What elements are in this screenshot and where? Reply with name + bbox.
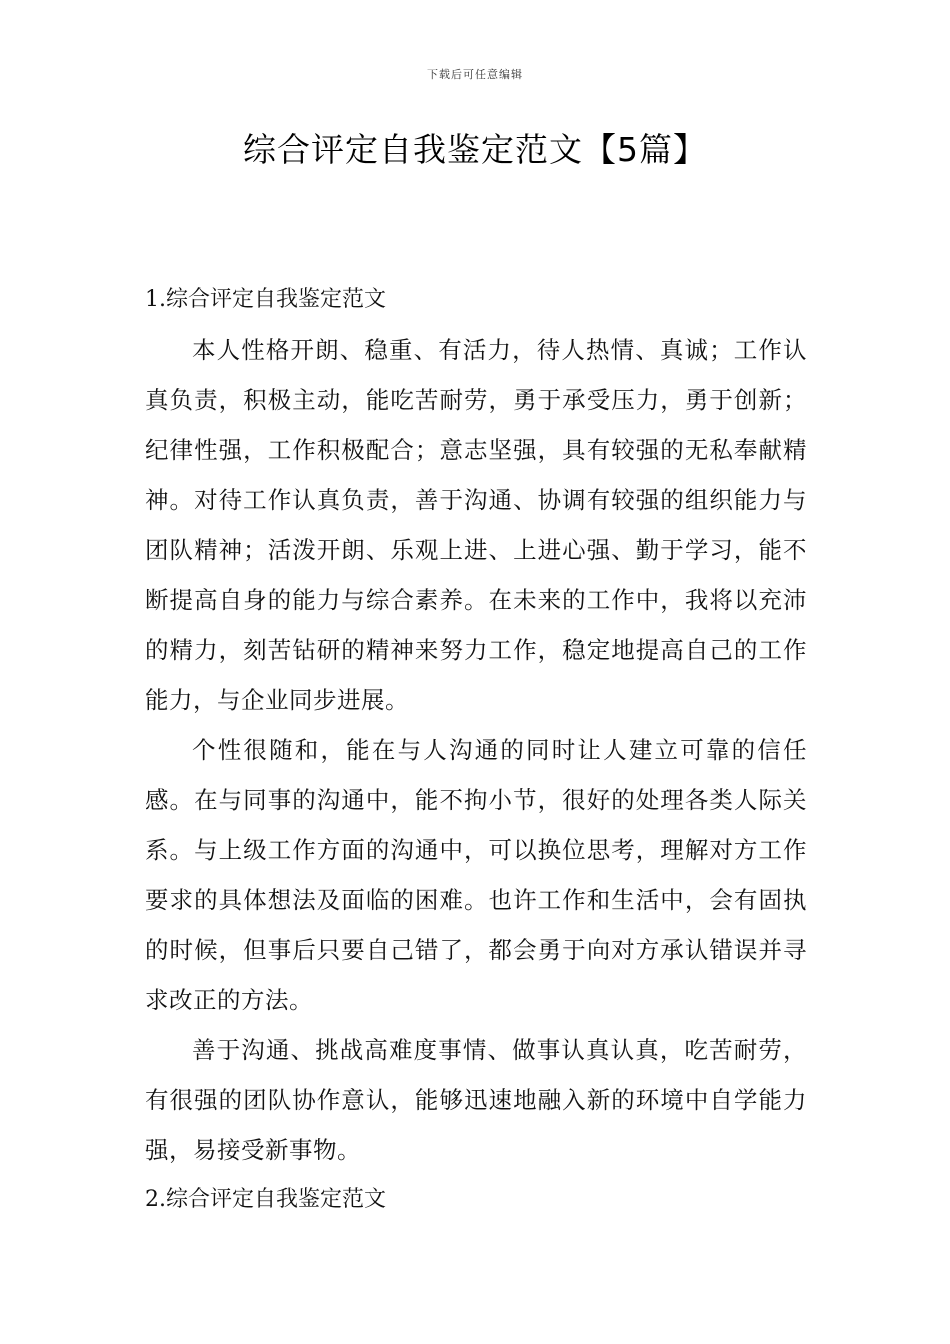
header-note: 下载后可任意编辑 <box>427 68 523 81</box>
paragraph: 善于沟通、挑战高难度事情、做事认真认真，吃苦耐劳，有很强的团队协作意认，能够迅速地融入新的环境中自学能力强，易接受新事物。 <box>145 1036 807 1164</box>
document-body <box>145 275 807 1225</box>
document-title: 综合评定自我鉴定范文【5篇】 <box>243 130 707 169</box>
paragraph: 个性很随和，能在与人沟通的同时让人建立可靠的信任感。在与同事的沟通中，能不拘小节，很好的处理各类人际关系。与上级工作方面的沟通中，可以换位思考，理解对方工作要求的具体想法及面临的困难。也许工作和生活中，会有固执的时候，但事后只要自己错了，都会勇于向对方承认错误并寻求改正的方法。 <box>145 736 807 1014</box>
paragraph: 本人性格开朗、稳重、有活力，待人热情、真诚；工作认真负责，积极主动，能吃苦耐劳，勇于承受压力，勇于创新；纪律性强，工作积极配合；意志坚强，具有较强的无私奉献精神。对待工作认真负责，善于沟通、协调有较强的组织能力与团队精神；活泼开朗、乐观上进、上进心强、勤于学习，能不断提高自身的能力与综合素养。在未来的工作中，我将以充沛的精力，刻苦钻研的精神来努力工作，稳定地提高自己的工作能力，与企业同步进展。 <box>145 336 807 714</box>
section-heading-1: 1.综合评定自我鉴定范文 <box>145 287 386 312</box>
section-heading-2: 2.综合评定自我鉴定范文 <box>145 1187 386 1212</box>
